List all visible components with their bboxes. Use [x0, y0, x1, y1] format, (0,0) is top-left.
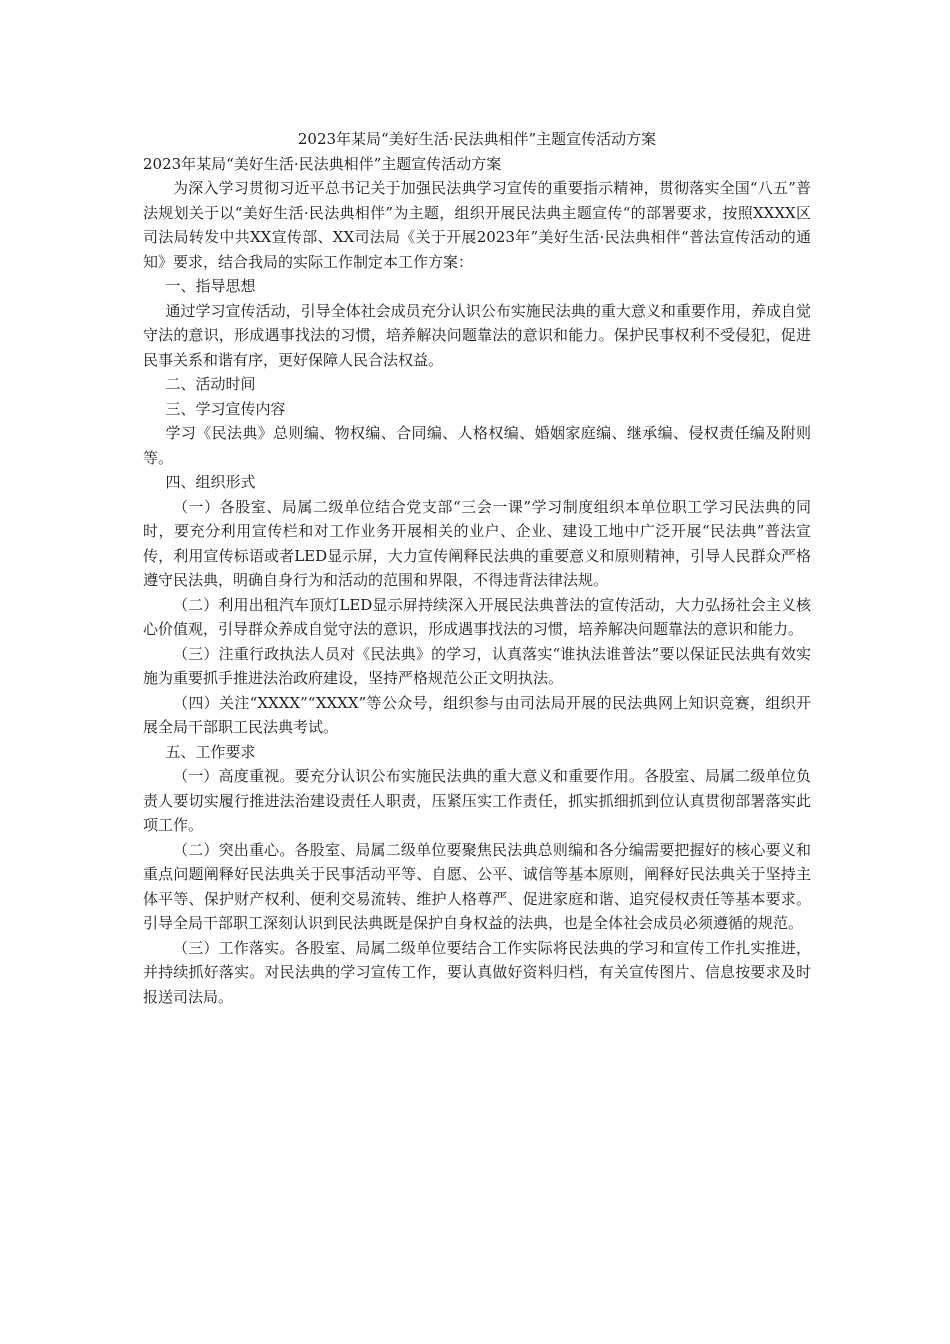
section-paragraph: （二）利用出租汽车顶灯LED显示屏持续深入开展民法典普法的宣传活动，大力弘扬社会主义核心价值观，引导群众养成自觉守法的意识，形成遇事找法的习惯，培养解决问题靠法的意识和能力。	[143, 595, 811, 638]
section-heading-organization-form: 四、组织形式	[165, 473, 256, 491]
intro-paragraph: 为深入学习贯彻习近平总书记关于加强民法典学习宣传的重要指示精神，贯彻落实全国“八五”普法规划关于以“美好生活·民法典相伴”为主题，组织开展民法典主题宣传“的部署要求，按照XXXX区司法局转发中共XX宣传部、XX司法局《关于开展2023年”美好生活·民法典相伴“普法宣传活动的通知》要求，结合我局的实际工作制定本工作方案：	[143, 179, 811, 271]
section-paragraph: 学习《民法典》总则编、物权编、合同编、人格权编、婚姻家庭编、继承编、侵权责任编及附则等。	[143, 424, 811, 467]
section-paragraph: （三）工作落实。各股室、局属二级单位要结合工作实际将民法典的学习和宣传工作扎实推进，并持续抓好落实。对民法典的学习宣传工作，要认真做好资料归档，有关宣传图片、信息按要求及时报送司法局。	[143, 938, 811, 1006]
document-subtitle: 2023年某局“美好生活·民法典相伴”主题宣传活动方案	[143, 154, 502, 173]
section-paragraph: （一）各股室、局属二级单位结合党支部“三会一课”学习制度组织本单位职工学习民法典的同时，要充分利用宣传栏和对工作业务开展相关的业户、企业、建设工地中广泛开展“民法典”普法宣传，利用宣传标语或者LED显示屏，大力宣传阐释民法典的重要意义和原则精神，引导人民群众严格遵守民法典，明确自身行为和活动的范围和界限，不得违背法律法规。	[143, 497, 811, 589]
section-paragraph: （二）突出重心。各股室、局属二级单位要聚焦民法典总则编和各分编需要把握好的核心要义和重点问题阐释好民法典关于民事活动平等、自愿、公平、诚信等基本原则，阐释好民法典关于坚持主体平等、保护财产权利、便利交易流转、维护人格尊严、促进家庭和谐、追究侵权责任等基本要求。引导全局干部职工深刻认识到民法典既是保护自身权益的法典，也是全体社会成员必须遵循的规范。	[143, 840, 811, 932]
section-paragraph: 通过学习宣传活动，引导全体社会成员充分认识公布实施民法典的重大意义和重要作用，养成自觉守法的意识，形成遇事找法的习惯，培养解决问题靠法的意识和能力。保护民事权利不受侵犯，促进民事关系和谐有序，更好保障人民合法权益。	[143, 301, 811, 369]
section-paragraph: （四）关注“XXXX”“XXXX”等公众号，组织参与由司法局开展的民法典网上知识竞赛，组织开展全局干部职工民法典考试。	[143, 693, 811, 736]
section-heading-activity-time: 二、活动时间	[165, 375, 256, 393]
section-paragraph: （三）注重行政执法人员对《民法典》的学习，认真落实“谁执法谁普法”要以保证民法典有效实施为重要抓手推进法治政府建设，坚持严格规范公正文明执法。	[143, 644, 811, 687]
section-heading-guiding-ideology: 一、指导思想	[165, 277, 256, 295]
section-paragraph: （一）高度重视。要充分认识公布实施民法典的重大意义和重要作用。各股室、局属二级单位负责人要切实履行推进法治建设责任人职责，压紧压实工作责任，抓实抓细抓到位认真贯彻部署落实此项工作。	[143, 767, 811, 834]
section-heading-study-content: 三、学习宣传内容	[165, 399, 286, 418]
section-heading-work-requirements: 五、工作要求	[165, 742, 256, 761]
document-title: 2023年某局“美好生活·民法典相伴”主题宣传活动方案	[297, 130, 657, 148]
document-page	[143, 127, 811, 1009]
